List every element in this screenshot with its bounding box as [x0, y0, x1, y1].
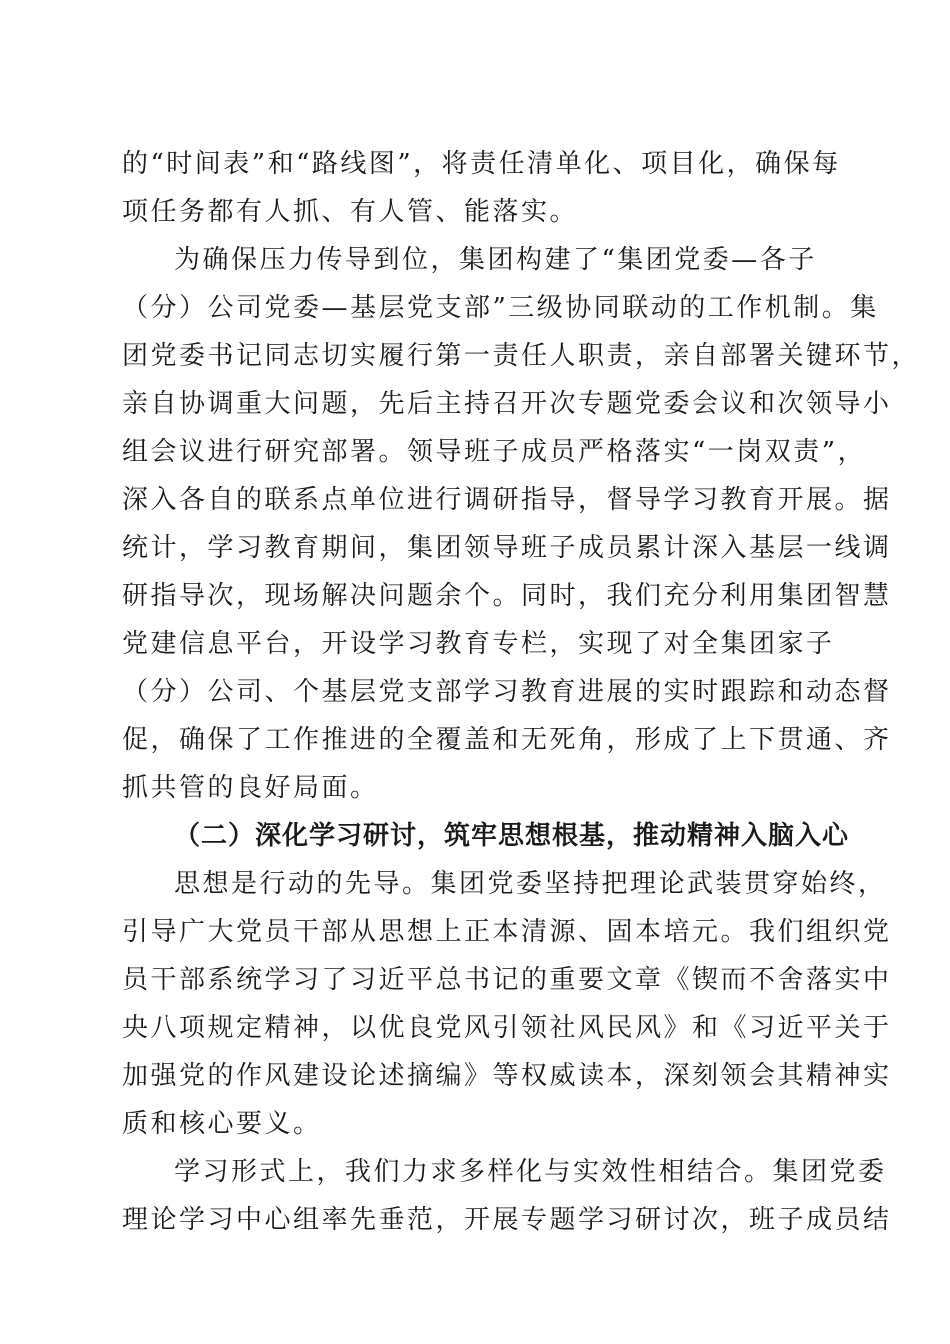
text-line: 为确保压力传导到位，集团构建了“集团党委—各子 — [174, 245, 817, 275]
section-heading — [122, 812, 850, 860]
text-line: 理论学习中心组率先垂范，开展专题学习研讨次，班子成员结 — [122, 1205, 892, 1235]
document-body — [122, 140, 921, 1244]
text-line: 组会议进行研究部署。领导班子成员严格落实“一岗双责”， — [122, 437, 867, 467]
paragraph-work-mechanism — [122, 236, 921, 812]
text-line: 央八项规定精神，以优良党风引领社风民风》和《习近平关于 — [122, 1013, 892, 1043]
text-line: 亲自协调重大问题，先后主持召开次专题党委会议和次领导小 — [122, 389, 892, 419]
text-line: 质和核心要义。 — [122, 1109, 322, 1139]
text-line: 研指导次，现场解决问题余个。同时，我们充分利用集团智慧 — [122, 581, 892, 611]
text-line: 深入各自的联系点单位进行调研指导，督导学习教育开展。据 — [122, 485, 892, 515]
text-line: 党建信息平台，开设学习教育专栏，实现了对全集团家子 — [122, 629, 835, 659]
paragraph-continuation — [122, 140, 842, 236]
text-line: 团党委书记同志切实履行第一责任人职责，亲自部署关键环节， — [122, 341, 921, 371]
text-line: 学习形式上，我们力求多样化与实效性相结合。集团党委 — [174, 1157, 887, 1187]
text-line: 促，确保了工作推进的全覆盖和无死角，形成了上下贯通、齐 — [122, 725, 892, 755]
paragraph-study-forms — [122, 1148, 892, 1244]
text-line: （分）公司党委—基层党支部”三级协同联动的工作机制。集 — [122, 293, 879, 323]
text-line: 项任务都有人抓、有人管、能落实。 — [122, 197, 579, 227]
text-line: 思想是行动的先导。集团党委坚持把理论武装贯穿始终， — [174, 869, 887, 899]
text-line: 员干部系统学习了习近平总书记的重要文章《锲而不舍落实中 — [122, 965, 892, 995]
text-line: （分）公司、个基层党支部学习教育进展的实时跟踪和动态督 — [122, 677, 892, 707]
paragraph-theory-study — [122, 860, 892, 1148]
text-line: 的“时间表”和“路线图”，将责任清单化、项目化，确保每 — [122, 149, 841, 179]
text-line: 统计，学习教育期间，集团领导班子成员累计深入基层一线调 — [122, 533, 892, 563]
section-heading-text: （二）深化学习研讨，筑牢思想根基，推动精神入脑入心 — [174, 821, 850, 851]
text-line: 抓共管的良好局面。 — [122, 773, 379, 803]
text-line: 加强党的作风建设论述摘编》等权威读本，深刻领会其精神实 — [122, 1061, 892, 1091]
text-line: 引导广大党员干部从思想上正本清源、固本培元。我们组织党 — [122, 917, 892, 947]
